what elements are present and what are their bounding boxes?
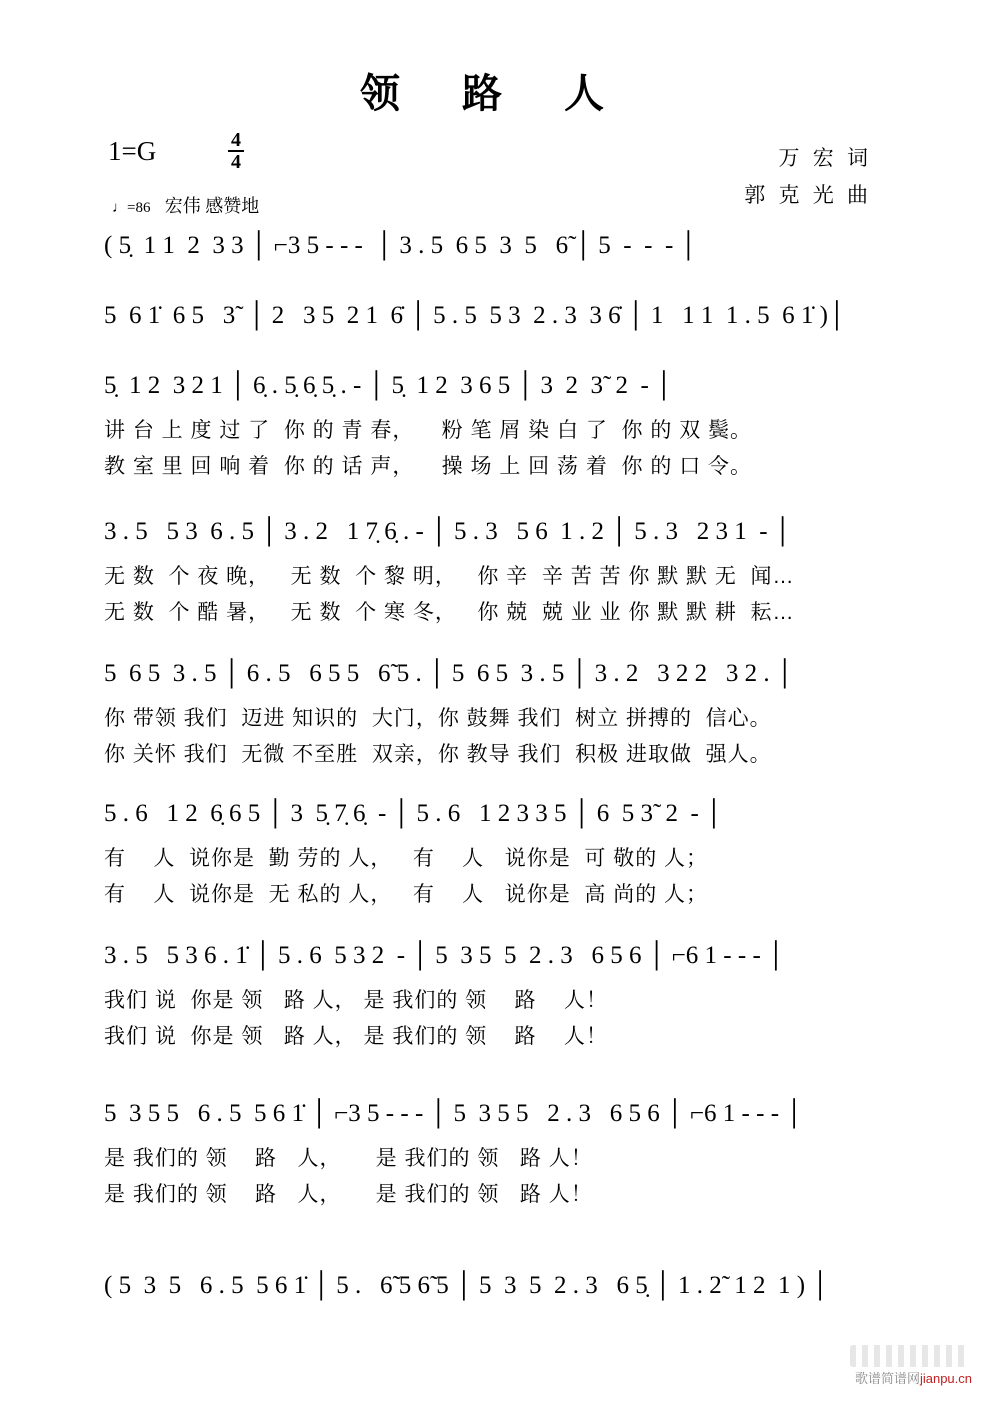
notation-line: 5 6 1̇ 6 5 3̃ │ 2 3 5 2 1 6̇ │ 5 . 5 5 3 2 . 3 3 6̇ │ 1 1 1 1 . 5 6 1̇ )│ (104, 302, 846, 329)
system-8 (0, 1100, 990, 1208)
system-2 (0, 302, 990, 330)
lyric-line-1: 是 我们的 领 路 人， 是 我们的 领 路 人！ (104, 1147, 593, 1170)
lyric-line-2: 有 人 说你是 无 私的 人， 有 人 说你是 高 尚的 人； (104, 883, 709, 906)
notation-line: 5 3 5 5 6 . 5 5 6 1̇ │ ⌐3 5 - - - │ 5 3 5 5 2 . 3 6 5 6 │ ⌐6 1 - - - │ (104, 1100, 803, 1127)
system-9 (0, 1272, 990, 1300)
page-title: 领 路 人 (360, 71, 630, 116)
notation-line: 5 . 6 1 2 6̣ 6 5 │ 3 5̣ 7̣ 6̣ - │ 5 . 6 1 2 3 3 5 │ 6 5 3̃ 2 - │ (104, 800, 723, 827)
lyricist-credit: 万 宏 词 (778, 146, 872, 170)
system-7 (0, 942, 990, 1050)
lyric-line-2: 无 数 个 酷 暑， 无 数 个 寒 冬， 你 兢 兢 业 业 你 默 默 耕 耘… (104, 601, 795, 624)
system-6 (0, 800, 990, 908)
notation-line: 5̣ 1 2 3 2 1 │ 6̣ . 5̣ 6̣ 5̣ . - │ 5̣ 1 2 3 6 5 │ 3 2 3̃ 2 - │ (104, 372, 673, 399)
system-1 (0, 232, 990, 260)
lyric-line-1: 你 带领 我们 迈进 知识的 大门，你 鼓舞 我们 树立 拼搏的 信心。 (104, 707, 772, 730)
lyric-line-2: 你 关怀 我们 无微 不至胜 双亲，你 教导 我们 积极 进取做 强人。 (104, 743, 772, 766)
tempo-expression: 宏伟 感赞地 (164, 196, 260, 216)
notation-line: 3 . 5 5 3 6 . 1̇ │ 5 . 6 5 3 2 - │ 5 3 5 5 2 . 3 6 5 6 │ ⌐6 1 - - - │ (104, 942, 785, 969)
lyric-line-1: 无 数 个 夜 晚， 无 数 个 黎 明， 你 辛 辛 苦 苦 你 默 默 无 闻… (104, 565, 795, 588)
watermark-text: 歌谱简谱网 (854, 1371, 920, 1386)
lyric-line-2: 我们 说 你是 领 路 人， 是 我们的 领 路 人！ (104, 1025, 608, 1048)
system-5 (0, 660, 990, 768)
lyric-line-1: 我们 说 你是 领 路 人， 是 我们的 领 路 人！ (104, 989, 608, 1012)
time-signature-denominator: 4 (231, 151, 241, 174)
composer-credit: 郭 克 光 曲 (744, 182, 872, 207)
tempo-marking (112, 192, 259, 218)
key-signature: 1=G (108, 136, 157, 166)
lyric-line-1: 讲 台 上 度 过 了 你 的 青 春， 粉 笔 屑 染 白 了 你 的 双 鬓。 (104, 419, 753, 442)
watermark-site: jianpu.cn (919, 1371, 972, 1386)
time-signature (228, 130, 244, 173)
notation-line: ( 5̣ 1 1 2 3 3 │ ⌐3 5 - - - │ 3 . 5 6 5 3 5 6̃ │ 5 - - - │ (104, 232, 698, 259)
system-4 (0, 518, 990, 626)
lyric-line-1: 有 人 说你是 勤 劳的 人， 有 人 说你是 可 敬的 人； (104, 847, 709, 870)
time-signature-numerator: 4 (228, 130, 244, 152)
watermark (855, 1368, 972, 1387)
lyric-line-2: 是 我们的 领 路 人， 是 我们的 领 路 人！ (104, 1183, 593, 1206)
watermark-logo (850, 1345, 968, 1367)
lyric-line-2: 教 室 里 回 响 着 你 的 话 声， 操 场 上 回 荡 着 你 的 口 令。 (104, 455, 753, 478)
system-3 (0, 372, 990, 480)
credits (744, 140, 872, 214)
notation-line: 3 . 5 5 3 6 . 5 │ 3 . 2 1 7̣ 6̣ . - │ 5 . 3 5 6 1 . 2 │ 5 . 3 2 3 1 - │ (104, 518, 792, 545)
notation-line: 5 6 5 3 . 5 │ 6 . 5 6 5 5 6̃ 5 . │ 5 6 5 3 . 5 │ 3 . 2 3 2 2 3 2 . │ (104, 660, 794, 687)
tempo-bpm: ♩=86 (112, 200, 151, 216)
notation-line: ( 5 3 5 6 . 5 5 6 1̇ │ 5 . 6̃ 5 6̃ 5 │ 5 3 5 2 . 3 6 5̣ │ 1 . 2̃ 1 2 1 ) │ (104, 1272, 829, 1299)
